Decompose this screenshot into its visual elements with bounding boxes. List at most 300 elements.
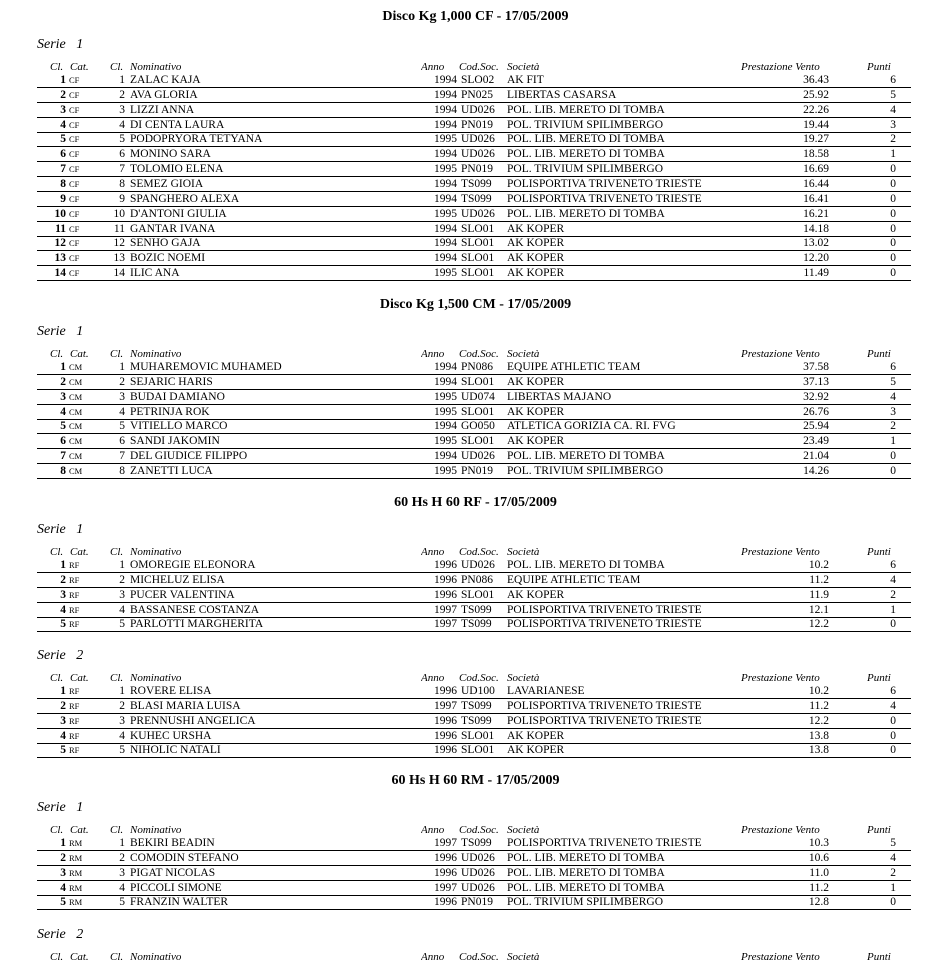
header-cl2: Cl. xyxy=(110,546,124,558)
cell-pre: 10.2 xyxy=(808,559,829,571)
cell-anno: 1997 xyxy=(434,603,457,616)
cell-cod: UD026 xyxy=(461,207,495,220)
table-row xyxy=(37,375,911,390)
cell-pun: 4 xyxy=(890,699,896,712)
cell-cat: RF xyxy=(69,589,80,600)
header-cat: Cat. xyxy=(70,824,89,836)
header-cl2: Cl. xyxy=(110,824,124,836)
cell-anno: 1997 xyxy=(434,699,457,712)
cell-anno: 1994 xyxy=(434,252,457,265)
header-cat: Cat. xyxy=(70,672,89,684)
cell-cod: SLO01 xyxy=(461,252,495,265)
cell-anno: 1995 xyxy=(434,390,457,403)
cell-cat: CM xyxy=(69,362,83,372)
cell-anno: 1994 xyxy=(434,237,457,250)
cell-nom: ZANETTI LUCA xyxy=(130,464,213,477)
cell-cod: PN019 xyxy=(461,118,493,131)
table-row xyxy=(37,684,911,699)
cell-cod: UD026 xyxy=(461,866,495,879)
cell-cl2: 2 xyxy=(119,88,125,101)
cell-nom: SEMEZ GIOIA xyxy=(130,177,204,190)
table-row xyxy=(37,588,911,603)
table-row xyxy=(37,464,911,479)
cell-cod: PN019 xyxy=(461,896,493,909)
cell-cl: 12 xyxy=(54,237,66,250)
table-row xyxy=(37,266,911,281)
cell-cat: RM xyxy=(69,838,83,848)
cell-cl: 2 xyxy=(60,573,66,586)
cell-cl: 4 xyxy=(60,881,66,894)
cell-cl: 7 xyxy=(60,450,66,463)
cell-soc: POLISPORTIVA TRIVENETO TRIESTE xyxy=(507,837,702,849)
cell-pun: 0 xyxy=(890,464,896,477)
table-row xyxy=(37,177,911,192)
cell-soc: LIBERTAS MAJANO xyxy=(507,390,612,403)
cell-cl2: 4 xyxy=(119,881,125,894)
header-nominativo: Nominativo xyxy=(130,824,182,836)
cell-anno: 1994 xyxy=(434,192,457,205)
cell-cat: RF xyxy=(69,686,80,696)
cell-cod: SLO01 xyxy=(461,237,495,250)
cell-cat: CF xyxy=(69,149,80,160)
header-codsoc: Cod.Soc. xyxy=(459,546,499,558)
table-row xyxy=(37,73,911,88)
header-punti: Punti xyxy=(867,61,891,73)
cell-nom: PRENNUSHI ANGELICA xyxy=(130,714,256,727)
cell-cl: 10 xyxy=(54,207,66,220)
cell-cl: 3 xyxy=(60,390,66,403)
cell-pun: 2 xyxy=(890,588,896,601)
cell-pre: 12.2 xyxy=(808,618,829,631)
header-punti: Punti xyxy=(867,546,891,558)
cell-cod: UD026 xyxy=(461,103,495,116)
cell-soc: AK KOPER xyxy=(507,237,565,250)
cell-pre: 12.20 xyxy=(803,252,829,265)
cell-soc: AK KOPER xyxy=(507,588,565,601)
cell-cl2: 1 xyxy=(119,559,125,571)
header-prestazione: Prestazione Vento xyxy=(741,672,820,684)
header-anno: Anno xyxy=(421,348,445,360)
cell-pun: 1 xyxy=(890,435,896,448)
cell-cat: RM xyxy=(69,867,83,878)
cell-pun: 0 xyxy=(890,896,896,909)
cell-cat: RM xyxy=(69,882,83,893)
header-cl2: Cl. xyxy=(110,61,124,73)
table-row xyxy=(37,405,911,420)
header-codsoc: Cod.Soc. xyxy=(459,672,499,684)
cell-cod: TS099 xyxy=(461,177,492,190)
cell-soc: AK KOPER xyxy=(507,252,565,265)
cell-cl2: 3 xyxy=(119,588,125,601)
cell-cat: RF xyxy=(69,700,80,711)
cell-soc: POLISPORTIVA TRIVENETO TRIESTE xyxy=(507,714,702,727)
header-anno: Anno xyxy=(421,61,445,73)
cell-soc: POLISPORTIVA TRIVENETO TRIESTE xyxy=(507,618,702,631)
serie-label: Serie 2 xyxy=(37,648,84,663)
cell-cl2: 1 xyxy=(119,685,125,697)
cell-pre: 19.44 xyxy=(803,118,829,131)
table-row xyxy=(37,132,911,147)
cell-nom: KUHEC URSHA xyxy=(130,729,212,742)
cell-soc: POL. LIB. MERETO DI TOMBA xyxy=(507,559,665,571)
cell-pre: 25.94 xyxy=(803,420,829,433)
cell-cat: RM xyxy=(69,852,83,863)
cell-cod: UD026 xyxy=(461,148,495,161)
cell-nom: SANDI JAKOMIN xyxy=(130,435,220,448)
cell-pre: 11.2 xyxy=(809,881,829,894)
cell-soc: AK KOPER xyxy=(507,405,565,418)
cell-cl: 5 xyxy=(60,896,66,909)
cell-pun: 1 xyxy=(890,148,896,161)
cell-cl2: 1 xyxy=(119,74,125,86)
cell-cat: CF xyxy=(69,75,80,85)
cell-cat: CF xyxy=(69,208,80,219)
cell-soc: POL. LIB. MERETO DI TOMBA xyxy=(507,851,665,864)
cell-anno: 1994 xyxy=(434,103,457,116)
cell-pun: 4 xyxy=(890,573,896,586)
cell-cod: UD100 xyxy=(461,685,495,697)
cell-anno: 1996 xyxy=(434,588,457,601)
cell-nom: ZALAC KAJA xyxy=(130,74,201,86)
cell-nom: BEKIRI BEADIN xyxy=(130,837,215,849)
cell-nom: PETRINJA ROK xyxy=(130,405,210,418)
cell-soc: POLISPORTIVA TRIVENETO TRIESTE xyxy=(507,177,702,190)
cell-pun: 6 xyxy=(890,559,896,571)
cell-anno: 1995 xyxy=(434,405,457,418)
cell-soc: POLISPORTIVA TRIVENETO TRIESTE xyxy=(507,192,702,205)
table-row xyxy=(37,617,911,632)
cell-cod: UD026 xyxy=(461,881,495,894)
section-title: 60 Hs H 60 RF - 17/05/2009 xyxy=(394,495,557,510)
header-cl2: Cl. xyxy=(110,951,124,963)
cell-nom: BUDAI DAMIANO xyxy=(130,390,225,403)
cell-nom: TOLOMIO ELENA xyxy=(130,163,224,176)
cell-cl: 4 xyxy=(60,603,66,616)
cell-cod: SLO01 xyxy=(461,375,495,388)
cell-pun: 6 xyxy=(890,685,896,697)
cell-nom: PICCOLI SIMONE xyxy=(130,881,222,894)
cell-cat: CF xyxy=(69,253,80,264)
cell-soc: POL. LIB. MERETO DI TOMBA xyxy=(507,133,665,146)
cell-anno: 1995 xyxy=(434,163,457,176)
cell-nom: MICHELUZ ELISA xyxy=(130,573,225,586)
cell-cod: SLO01 xyxy=(461,744,495,757)
cell-soc: POL. LIB. MERETO DI TOMBA xyxy=(507,450,665,463)
cell-soc: AK KOPER xyxy=(507,222,565,235)
cell-pre: 36.43 xyxy=(803,74,829,86)
cell-pre: 11.49 xyxy=(803,267,829,280)
table-row xyxy=(37,103,911,118)
header-cat: Cat. xyxy=(70,951,89,963)
cell-nom: SEJARIC HARIS xyxy=(130,375,213,388)
cell-nom: COMODIN STEFANO xyxy=(130,851,239,864)
cell-cl2: 7 xyxy=(119,450,125,463)
cell-pre: 19.27 xyxy=(803,133,829,146)
cell-pre: 26.76 xyxy=(803,405,829,418)
cell-pre: 32.92 xyxy=(803,390,829,403)
cell-cod: UD026 xyxy=(461,450,495,463)
cell-nom: BASSANESE COSTANZA xyxy=(130,603,260,616)
header-societa: Società xyxy=(507,951,540,963)
cell-soc: POL. TRIVIUM SPILIMBERGO xyxy=(507,118,664,131)
cell-nom: FRANZIN WALTER xyxy=(130,896,229,909)
cell-pre: 12.2 xyxy=(808,714,829,727)
table-row xyxy=(37,419,911,434)
cell-cod: SLO01 xyxy=(461,729,495,742)
cell-cl2: 4 xyxy=(119,603,125,616)
cell-pre: 12.1 xyxy=(808,603,829,616)
cell-cat: RF xyxy=(69,560,80,570)
cell-pre: 16.44 xyxy=(803,177,829,190)
cell-pre: 37.58 xyxy=(803,361,829,373)
cell-cl2: 1 xyxy=(119,837,125,849)
cell-cl2: 5 xyxy=(119,133,125,146)
header-cl: Cl. xyxy=(50,824,64,836)
header-anno: Anno xyxy=(421,672,445,684)
cell-pre: 13.8 xyxy=(808,744,829,757)
cell-soc: AK FIT xyxy=(507,74,544,86)
cell-nom: SPANGHERO ALEXA xyxy=(130,192,240,205)
cell-pun: 0 xyxy=(890,237,896,250)
cell-pre: 11.2 xyxy=(809,699,829,712)
header-cl2: Cl. xyxy=(110,348,124,360)
cell-soc: AK KOPER xyxy=(507,435,565,448)
cell-anno: 1995 xyxy=(434,464,457,477)
cell-pun: 1 xyxy=(890,603,896,616)
cell-nom: PARLOTTI MARGHERITA xyxy=(130,618,264,631)
cell-cl2: 3 xyxy=(119,866,125,879)
cell-pre: 14.26 xyxy=(803,464,829,477)
cell-nom: MONINO SARA xyxy=(130,148,211,161)
table-row xyxy=(37,360,911,375)
header-punti: Punti xyxy=(867,672,891,684)
cell-cat: CF xyxy=(69,134,80,145)
cell-cat: CF xyxy=(69,238,80,249)
cell-pun: 1 xyxy=(890,881,896,894)
header-punti: Punti xyxy=(867,951,891,963)
header-anno: Anno xyxy=(421,951,445,963)
cell-anno: 1995 xyxy=(434,207,457,220)
cell-cat: CF xyxy=(69,193,80,204)
cell-pun: 2 xyxy=(890,866,896,879)
cell-soc: ATLETICA GORIZIA CA. RI. FVG xyxy=(507,420,676,433)
cell-cat: CF xyxy=(69,119,80,130)
cell-pre: 25.92 xyxy=(803,88,829,101)
cell-pre: 18.58 xyxy=(803,148,829,161)
cell-cl2: 4 xyxy=(119,729,125,742)
cell-nom: GANTAR IVANA xyxy=(130,222,216,235)
table-row xyxy=(37,881,911,896)
cell-cod: PN086 xyxy=(461,361,493,373)
header-societa: Società xyxy=(507,348,540,360)
serie-label: Serie 1 xyxy=(37,324,84,339)
cell-cl: 4 xyxy=(60,729,66,742)
cell-nom: PUCER VALENTINA xyxy=(130,588,235,601)
cell-pun: 6 xyxy=(890,361,896,373)
cell-cod: TS099 xyxy=(461,603,492,616)
cell-cl2: 4 xyxy=(119,405,125,418)
table-row xyxy=(37,390,911,405)
header-cat: Cat. xyxy=(70,61,89,73)
cell-cat: CF xyxy=(69,268,80,279)
cell-anno: 1994 xyxy=(434,450,457,463)
cell-cl: 2 xyxy=(60,851,66,864)
cell-pre: 10.3 xyxy=(808,837,829,849)
cell-pun: 3 xyxy=(890,118,896,131)
cell-pre: 11.9 xyxy=(809,588,829,601)
header-codsoc: Cod.Soc. xyxy=(459,61,499,73)
cell-cod: GO050 xyxy=(461,420,495,433)
table-row xyxy=(37,836,911,851)
cell-cod: PN019 xyxy=(461,464,493,477)
cell-cl: 1 xyxy=(60,685,66,697)
cell-cod: SLO01 xyxy=(461,405,495,418)
cell-cat: CM xyxy=(69,391,83,402)
cell-anno: 1997 xyxy=(434,837,457,849)
cell-pre: 13.02 xyxy=(803,237,829,250)
cell-anno: 1996 xyxy=(434,851,457,864)
cell-cod: SLO01 xyxy=(461,588,495,601)
cell-nom: VITIELLO MARCO xyxy=(130,420,228,433)
cell-nom: OMOREGIE ELEONORA xyxy=(130,559,256,571)
cell-cod: UD074 xyxy=(461,390,495,403)
cell-cat: CM xyxy=(69,406,83,417)
cell-cl2: 14 xyxy=(113,267,125,280)
cell-cod: SLO01 xyxy=(461,222,495,235)
cell-soc: POL. LIB. MERETO DI TOMBA xyxy=(507,148,665,161)
cell-cl: 2 xyxy=(60,88,66,101)
cell-pre: 12.8 xyxy=(808,896,829,909)
cell-cl2: 8 xyxy=(119,464,125,477)
cell-cat: CF xyxy=(69,164,80,175)
cell-cod: SLO01 xyxy=(461,267,495,280)
cell-cl: 3 xyxy=(60,103,66,116)
cell-pun: 0 xyxy=(890,714,896,727)
cell-cod: SLO02 xyxy=(461,74,495,86)
cell-pre: 14.18 xyxy=(803,222,829,235)
header-prestazione: Prestazione Vento xyxy=(741,951,820,963)
cell-nom: DI CENTA LAURA xyxy=(130,118,225,131)
cell-nom: SENHO GAJA xyxy=(130,237,201,250)
cell-cl: 8 xyxy=(60,177,66,190)
cell-nom: ILIC ANA xyxy=(130,267,180,280)
cell-pre: 37.13 xyxy=(803,375,829,388)
cell-cl2: 9 xyxy=(119,192,125,205)
cell-cl: 9 xyxy=(60,192,66,205)
cell-soc: POLISPORTIVA TRIVENETO TRIESTE xyxy=(507,603,702,616)
header-punti: Punti xyxy=(867,824,891,836)
table-row xyxy=(37,573,911,588)
header-anno: Anno xyxy=(421,546,445,558)
cell-cl2: 2 xyxy=(119,573,125,586)
cell-soc: AK KOPER xyxy=(507,267,565,280)
cell-cat: CF xyxy=(69,178,80,189)
cell-cl2: 6 xyxy=(119,435,125,448)
header-societa: Società xyxy=(507,824,540,836)
header-cl: Cl. xyxy=(50,951,64,963)
header-cat: Cat. xyxy=(70,348,89,360)
cell-cl2: 10 xyxy=(113,207,125,220)
cell-cl: 1 xyxy=(60,837,66,849)
cell-pun: 0 xyxy=(890,267,896,280)
table-row xyxy=(37,449,911,464)
cell-cat: RF xyxy=(69,619,80,630)
table-row xyxy=(37,895,911,910)
cell-pun: 0 xyxy=(890,729,896,742)
cell-soc: LAVARIANESE xyxy=(507,685,585,697)
cell-cl2: 5 xyxy=(119,618,125,631)
table-row xyxy=(37,236,911,251)
header-nominativo: Nominativo xyxy=(130,348,182,360)
cell-soc: POL. LIB. MERETO DI TOMBA xyxy=(507,207,665,220)
cell-cl: 13 xyxy=(54,252,66,265)
cell-cod: TS099 xyxy=(461,837,492,849)
cell-anno: 1996 xyxy=(434,896,457,909)
header-nominativo: Nominativo xyxy=(130,61,182,73)
section-title: Disco Kg 1,500 CM - 17/05/2009 xyxy=(379,297,572,312)
table-row xyxy=(37,714,911,729)
cell-soc: POL. LIB. MERETO DI TOMBA xyxy=(507,103,665,116)
header-nominativo: Nominativo xyxy=(130,546,182,558)
cell-pun: 4 xyxy=(890,390,896,403)
table-row xyxy=(37,207,911,222)
table-row xyxy=(37,118,911,133)
cell-anno: 1996 xyxy=(434,573,457,586)
cell-pun: 3 xyxy=(890,405,896,418)
cell-anno: 1996 xyxy=(434,744,457,757)
cell-cl: 1 xyxy=(60,361,66,373)
cell-anno: 1996 xyxy=(434,685,457,697)
cell-cl: 3 xyxy=(60,714,66,727)
serie-label: Serie 2 xyxy=(37,927,84,942)
cell-cl: 5 xyxy=(60,133,66,146)
cell-cod: TS099 xyxy=(461,192,492,205)
header-societa: Società xyxy=(507,61,540,73)
cell-pun: 0 xyxy=(890,618,896,631)
cell-cod: TS099 xyxy=(461,618,492,631)
cell-cat: CM xyxy=(69,465,83,476)
header-codsoc: Cod.Soc. xyxy=(459,348,499,360)
cell-cl: 6 xyxy=(60,148,66,161)
header-anno: Anno xyxy=(421,824,445,836)
cell-pre: 13.8 xyxy=(808,729,829,742)
table-row xyxy=(37,866,911,881)
cell-cl: 7 xyxy=(60,163,66,176)
cell-cat: CF xyxy=(69,104,80,115)
cell-cod: UD026 xyxy=(461,559,495,571)
table-row xyxy=(37,251,911,266)
cell-cat: CF xyxy=(69,89,80,100)
cell-nom: PIGAT NICOLAS xyxy=(130,866,216,879)
cell-cl: 4 xyxy=(60,118,66,131)
cell-cat: CM xyxy=(69,421,83,432)
cell-pun: 0 xyxy=(890,207,896,220)
cell-pre: 16.21 xyxy=(803,207,829,220)
cell-anno: 1994 xyxy=(434,420,457,433)
cell-soc: LIBERTAS CASARSA xyxy=(507,88,617,101)
cell-cl: 5 xyxy=(60,420,66,433)
cell-cl: 1 xyxy=(60,74,66,86)
cell-nom: BLASI MARIA LUISA xyxy=(130,699,241,712)
cell-cl2: 5 xyxy=(119,744,125,757)
cell-cl2: 5 xyxy=(119,420,125,433)
cell-cod: UD026 xyxy=(461,133,495,146)
table-row xyxy=(37,162,911,177)
cell-cod: PN025 xyxy=(461,88,493,101)
cell-pre: 16.41 xyxy=(803,192,829,205)
cell-soc: POL. LIB. MERETO DI TOMBA xyxy=(507,881,665,894)
cell-cl2: 6 xyxy=(119,148,125,161)
